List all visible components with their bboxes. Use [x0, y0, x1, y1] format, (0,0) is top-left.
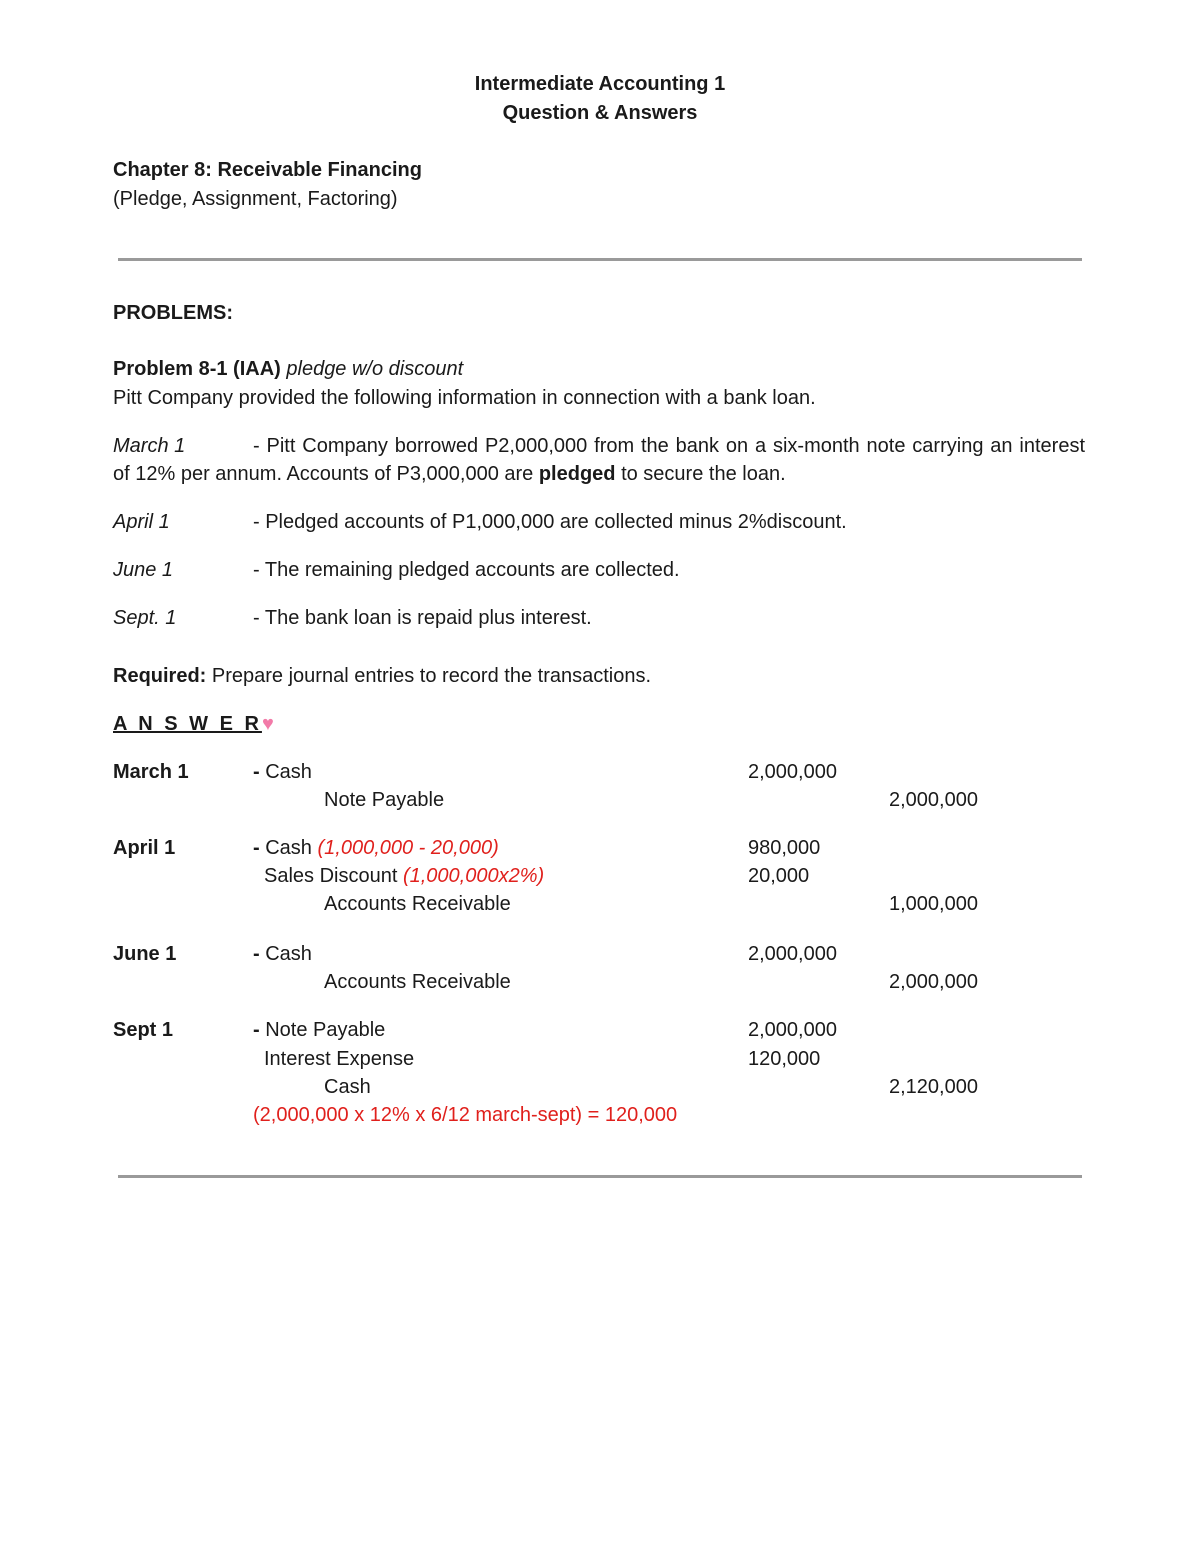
credit-account: Cash	[324, 1076, 371, 1098]
chapter-subtitle: (Pledge, Assignment, Factoring)	[113, 188, 398, 210]
debit-note: (1,000,000 - 20,000)	[317, 837, 499, 859]
answer-heading-text: A N S W E R	[113, 713, 262, 735]
heart-icon: ♥	[261, 713, 274, 735]
entry-date-march: March 1	[113, 761, 189, 783]
credit-amount: 2,000,000	[889, 789, 978, 811]
journal-debit-line: - Cash	[253, 943, 312, 965]
problems-heading: PROBLEMS:	[113, 302, 233, 324]
credit-amount: 2,000,000	[889, 971, 978, 993]
required-line	[113, 664, 651, 688]
credit-amount: 2,120,000	[889, 1076, 978, 1098]
journal-debit-line: - Cash (1,000,000 - 20,000)	[253, 837, 499, 859]
journal-debit-line	[264, 864, 544, 888]
debit-account: Sales Discount	[264, 865, 398, 887]
event-text-sept: - The bank loan is repaid plus interest.	[253, 607, 592, 629]
answer-heading	[113, 712, 274, 736]
debit-account: Interest Expense	[264, 1048, 415, 1070]
journal-debit-line: - Cash	[253, 761, 312, 783]
credit-account: Accounts Receivable	[324, 971, 511, 993]
problem-tag: pledge w/o discount	[286, 358, 464, 380]
event-march	[113, 432, 1085, 488]
problem-intro: Pitt Company provided the following information in connection with a bank loan.	[113, 387, 816, 409]
event-text-march-bold: pledged	[538, 463, 616, 485]
document-title: Intermediate Accounting 1	[474, 73, 726, 95]
debit-account: Cash	[265, 837, 312, 859]
event-text-june: - The remaining pledged accounts are collected.	[253, 559, 680, 581]
event-date-march: March 1	[113, 435, 186, 457]
divider-top	[118, 258, 1082, 261]
event-date-june: June 1	[113, 559, 174, 581]
divider-bottom	[118, 1175, 1082, 1178]
interest-computation: (2,000,000 x 12% x 6/12 march-sept) = 120,000	[253, 1104, 678, 1126]
debit-amount: 2,000,000	[748, 943, 837, 965]
document-subtitle: Question & Answers	[502, 102, 698, 124]
event-text-march-b: to secure the loan.	[615, 463, 786, 485]
debit-amount: 2,000,000	[748, 1019, 837, 1041]
event-text-march-a: - Pitt Company borrowed P2,000,000 from the bank on a six-month note carrying an interest of 12% per annum. Accounts of P3,000,000 are	[113, 435, 1085, 485]
event-date-sept: Sept. 1	[113, 607, 177, 629]
event-text-april: - Pledged accounts of P1,000,000 are collected minus 2%discount.	[253, 511, 847, 533]
journal-debit-line: - Note Payable	[253, 1019, 386, 1041]
debit-amount: 2,000,000	[748, 761, 837, 783]
problem-label: Problem 8-1 (IAA)	[113, 358, 281, 380]
credit-account: Note Payable	[324, 789, 445, 811]
debit-account: Note Payable	[265, 1019, 386, 1041]
required-label: Required:	[113, 665, 207, 687]
debit-account: Cash	[265, 761, 312, 783]
debit-amount: 120,000	[748, 1048, 821, 1070]
debit-amount: 980,000	[748, 837, 821, 859]
chapter-title: Chapter 8: Receivable Financing	[113, 159, 422, 181]
problem-heading	[113, 357, 463, 381]
required-text: Prepare journal entries to record the transactions.	[206, 665, 652, 687]
debit-note: (1,000,000x2%)	[402, 865, 545, 887]
event-date-april: April 1	[113, 511, 170, 533]
credit-account: Accounts Receivable	[324, 893, 511, 915]
debit-account: Cash	[265, 943, 312, 965]
entry-date-june: June 1	[113, 943, 177, 965]
entry-date-april: April 1	[113, 837, 176, 859]
debit-amount: 20,000	[748, 865, 810, 887]
entry-date-sept: Sept 1	[113, 1019, 174, 1041]
credit-amount: 1,000,000	[889, 893, 978, 915]
